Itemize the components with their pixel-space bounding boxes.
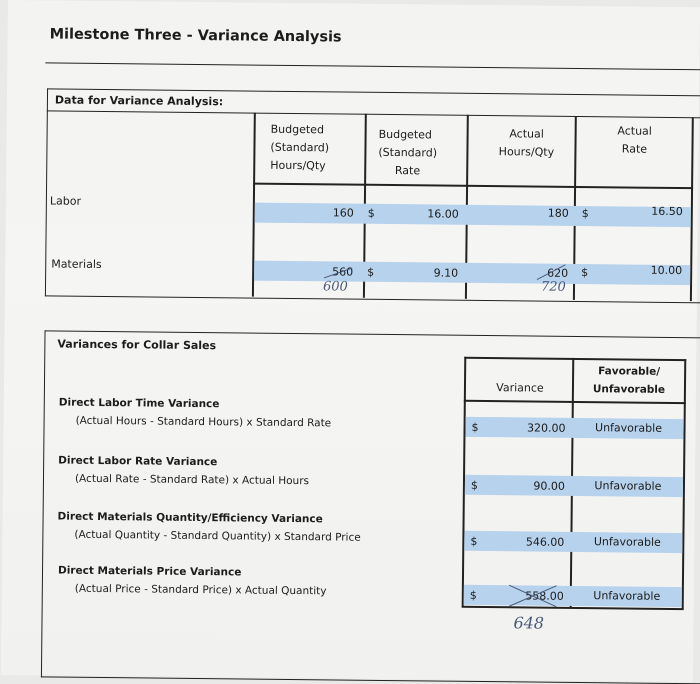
variance-title-labor-rate: Direct Labor Rate Variance <box>58 454 218 469</box>
header-favorable-unfavorable: Favorable/ Unfavorable <box>592 365 666 396</box>
variance-value-labor-time: 320.00 <box>526 421 566 435</box>
variance-status-labor-time: Unfavorable <box>595 421 663 435</box>
variance-value-materials-price: 558.00 <box>525 589 564 603</box>
header-actual-rate: Actual Rate <box>617 124 652 156</box>
labor-actual-rate-currency: $ <box>581 207 589 221</box>
variance-formula-materials-quantity: (Actual Quantity - Standard Quantity) x Standard Price <box>74 528 361 544</box>
worksheet-page <box>1 0 700 682</box>
variance-formula-labor-rate: (Actual Rate - Standard Rate) x Actual Hours <box>74 472 310 488</box>
variance-value-materials-quantity: 546.00 <box>525 535 565 549</box>
header-budgeted-rate: Budgeted (Standard) Rate <box>378 127 438 178</box>
variance-formula-materials-price: (Actual Price - Standard Price) x Actual Quantity <box>74 582 327 598</box>
row-label-materials: Materials <box>51 257 102 271</box>
labor-actual-hours: 180 <box>547 206 569 220</box>
materials-budgeted-hours: 560 <box>332 265 354 279</box>
row-label-labor: Labor <box>49 194 82 208</box>
variance-status-materials-quantity: Unfavorable <box>593 535 661 549</box>
labor-budgeted-rate: 16.00 <box>427 207 459 221</box>
header-budgeted-hours: Budgeted (Standard) Hours/Qty <box>270 122 330 173</box>
title-divider <box>45 62 700 70</box>
variance-title-labor-time: Direct Labor Time Variance <box>58 396 220 411</box>
handwritten-materials-budgeted-hours: 600 <box>322 279 348 295</box>
materials-actual-rate-currency: $ <box>581 266 589 280</box>
variance-value-labor-rate: 90.00 <box>533 479 566 493</box>
variance-currency: $ <box>469 588 477 602</box>
labor-budgeted-rate-currency: $ <box>367 206 375 220</box>
page-title: Milestone Three - Variance Analysis <box>49 26 342 46</box>
variance-currency: $ <box>470 534 478 548</box>
variance-section-title: Variances for Collar Sales <box>57 337 217 353</box>
handwritten-materials-actual-hours: 720 <box>540 279 566 295</box>
variance-currency: $ <box>471 420 479 434</box>
materials-budgeted-rate: 9.10 <box>433 266 459 280</box>
variance-title-materials-price: Direct Materials Price Variance <box>57 564 242 579</box>
variance-formula-labor-time: (Actual Hours - Standard Hours) x Standard Rate <box>75 414 332 430</box>
header-variance: Variance <box>496 381 544 395</box>
variance-currency: $ <box>470 478 479 492</box>
labor-actual-rate: 16.50 <box>651 204 683 219</box>
variance-status-labor-rate: Unfavorable <box>594 479 662 493</box>
header-actual-hours: Actual Hours/Qty <box>498 127 555 159</box>
materials-actual-hours: 620 <box>547 266 569 280</box>
variance-title-materials-quantity: Direct Materials Quantity/Efficiency Variance <box>57 510 323 526</box>
handwritten-materials-price-variance: 648 <box>513 613 545 633</box>
labor-budgeted-hours: 160 <box>332 206 354 220</box>
variance-status-materials-price: Unfavorable <box>593 589 661 603</box>
materials-budgeted-rate-currency: $ <box>367 265 375 279</box>
materials-actual-rate: 10.00 <box>650 263 683 278</box>
data-section-label: Data for Variance Analysis: <box>54 93 224 109</box>
